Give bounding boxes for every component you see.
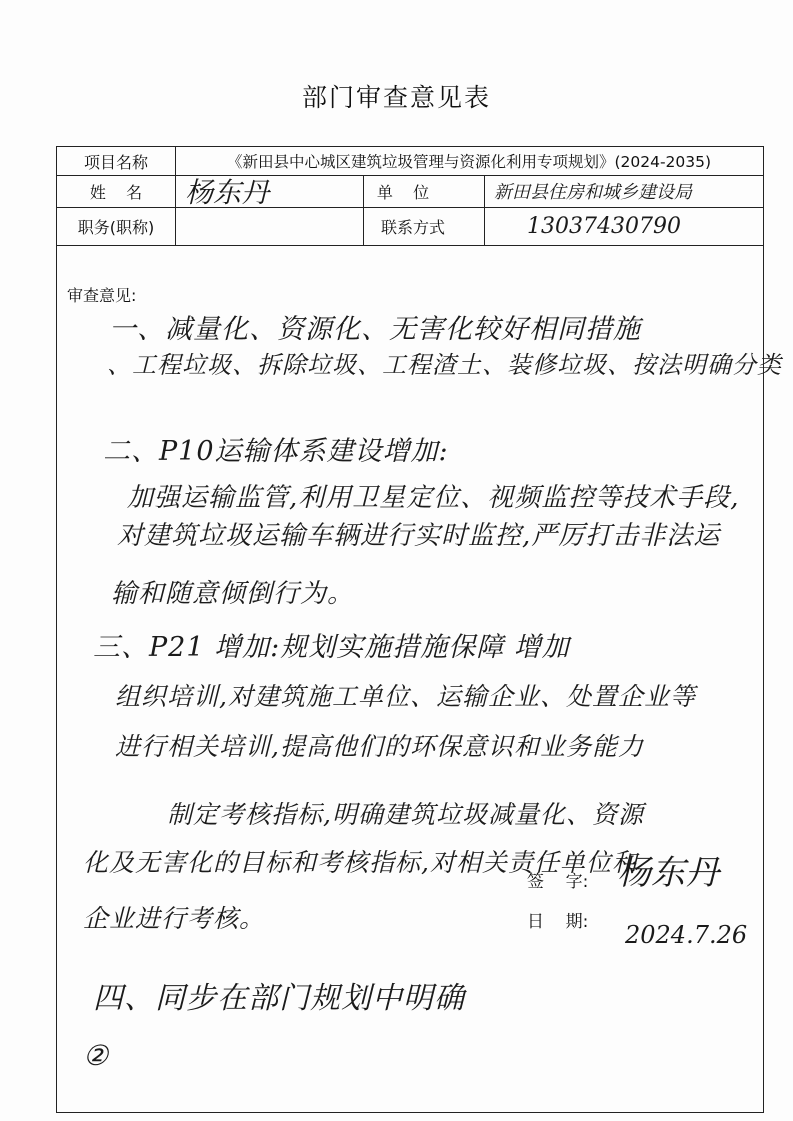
date-value: 2024.7.26 — [625, 921, 748, 949]
date-label: 日 期: — [527, 912, 589, 932]
project-name-label: 项目名称 — [83, 152, 148, 172]
name-label: 姓 名 — [89, 182, 143, 202]
unit-label: 单 位 — [376, 182, 430, 202]
project-name-value: 《新田县中心城区建筑垃圾管理与资源化利用专项规划》(2024-2035) — [226, 153, 712, 171]
row-divider — [57, 245, 763, 246]
signature: 杨东丹 — [617, 853, 719, 893]
review-note: 一、减量化、资源化、无害化较好相同措施 — [109, 314, 641, 345]
review-note: 加强运输监管,利用卫星定位、视频监控等技术手段, — [127, 483, 740, 513]
review-label: 审查意见: — [67, 286, 137, 305]
review-note: ② — [83, 1039, 110, 1072]
unit-value: 新田县住房和城乡建设局 — [494, 182, 692, 203]
review-note: 制定考核指标,明确建筑垃圾减量化、资源 — [167, 800, 644, 829]
contact-value: 13037430790 — [527, 213, 681, 239]
review-note: 化及无害化的目标和考核指标,对相关责任单位和 — [83, 848, 638, 877]
review-note: 四、同步在部门规划中明确 — [93, 981, 465, 1016]
review-note: 输和随意倾倒行为。 — [111, 579, 355, 609]
review-note: 三、P21 增加:规划实施措施保障 增加 — [93, 632, 570, 663]
position-label: 职务(职称) — [77, 217, 155, 237]
review-note: 企业进行考核。 — [83, 904, 266, 933]
review-note: 二、P10运输体系建设增加: — [103, 436, 449, 467]
signature-label: 签 字: — [527, 872, 589, 892]
review-note: 、工程垃圾、拆除垃圾、工程渣土、装修垃圾、按法明确分类 — [107, 351, 782, 379]
position-value — [185, 207, 355, 245]
review-note: 组织培训,对建筑施工单位、运输企业、处置企业等 — [115, 682, 696, 711]
page-title: 部门审查意见表 — [301, 83, 491, 112]
review-note: 对建筑垃圾运输车辆进行实时监控,严厉打击非法运 — [117, 521, 721, 551]
review-form — [56, 146, 782, 1113]
name-value: 杨东丹 — [185, 176, 270, 209]
review-note: 进行相关培训,提高他们的环保意识和业务能力 — [115, 732, 644, 761]
contact-label: 联系方式 — [380, 217, 445, 237]
column-divider — [484, 175, 485, 245]
